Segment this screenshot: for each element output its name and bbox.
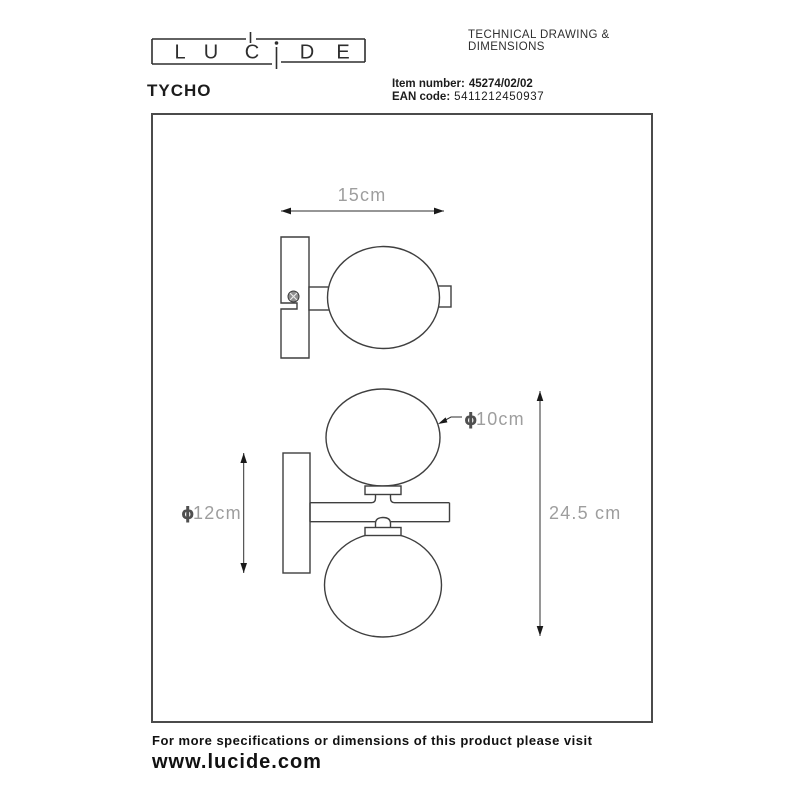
arrowhead-up-icon bbox=[240, 453, 247, 463]
dimension-15cm bbox=[281, 185, 444, 214]
side-view bbox=[281, 185, 451, 358]
arrowhead-down-icon bbox=[537, 626, 544, 636]
item-number-label: Item number: bbox=[392, 78, 465, 90]
lucide-logo bbox=[151, 30, 367, 74]
ean-line bbox=[392, 91, 544, 104]
globe-bottom-neck bbox=[376, 518, 391, 528]
globe-side bbox=[328, 247, 440, 349]
logo-i-dot bbox=[275, 41, 279, 45]
item-number-line bbox=[392, 78, 544, 91]
logo-letter-c: C bbox=[244, 41, 260, 64]
logo-letter-l: L bbox=[174, 41, 186, 64]
arrowhead-down-icon bbox=[240, 563, 247, 573]
footer bbox=[152, 733, 592, 774]
mounting-screw-icon bbox=[288, 291, 299, 302]
item-number-value: 45274/02/02 bbox=[468, 78, 533, 90]
footer-note: For more specifications or dimensions of this product please visit bbox=[152, 733, 593, 748]
dim-10cm-phi: ϕ bbox=[464, 410, 478, 430]
dim-15cm-label: 15cm bbox=[337, 185, 387, 205]
globe-top-neck bbox=[372, 495, 395, 503]
dim-12cm-label: 12cm bbox=[193, 503, 242, 523]
globe-bottom-front bbox=[325, 533, 442, 637]
arrowhead-left-icon bbox=[281, 208, 291, 215]
product-name: TYCHO bbox=[147, 81, 212, 100]
dimension-24-5cm bbox=[537, 391, 622, 636]
globe-bottom-collar bbox=[365, 528, 401, 536]
dimension-12cm bbox=[181, 453, 247, 573]
lucide-logo-graphic bbox=[151, 30, 367, 74]
wall-plate-front bbox=[283, 453, 310, 573]
dim-10cm-label: 10cm bbox=[476, 409, 525, 429]
dim-24-5cm-label: 24.5 cm bbox=[549, 503, 622, 523]
arrowhead-leader-icon bbox=[438, 417, 447, 424]
technical-drawing bbox=[153, 115, 651, 721]
front-view bbox=[181, 389, 621, 637]
ean-value: 5411212450937 bbox=[454, 90, 545, 103]
arrowhead-right-icon bbox=[434, 208, 444, 215]
dim-12cm-phi: ϕ bbox=[181, 504, 195, 524]
globe-top-front bbox=[326, 389, 440, 486]
logo-letter-e: E bbox=[336, 41, 350, 64]
product-codes bbox=[392, 78, 544, 103]
document-title: TECHNICAL DRAWING & DIMENSIONS bbox=[468, 29, 610, 53]
drawing-frame bbox=[151, 113, 653, 723]
logo-letter-d: D bbox=[299, 41, 315, 64]
globe-top-collar bbox=[365, 486, 401, 495]
arrowhead-up-icon bbox=[537, 391, 544, 401]
footer-website: www.lucide.com bbox=[152, 751, 322, 773]
dimension-10cm bbox=[438, 409, 525, 430]
logo-letter-u: U bbox=[203, 41, 219, 64]
ean-label: EAN code: bbox=[392, 90, 451, 103]
